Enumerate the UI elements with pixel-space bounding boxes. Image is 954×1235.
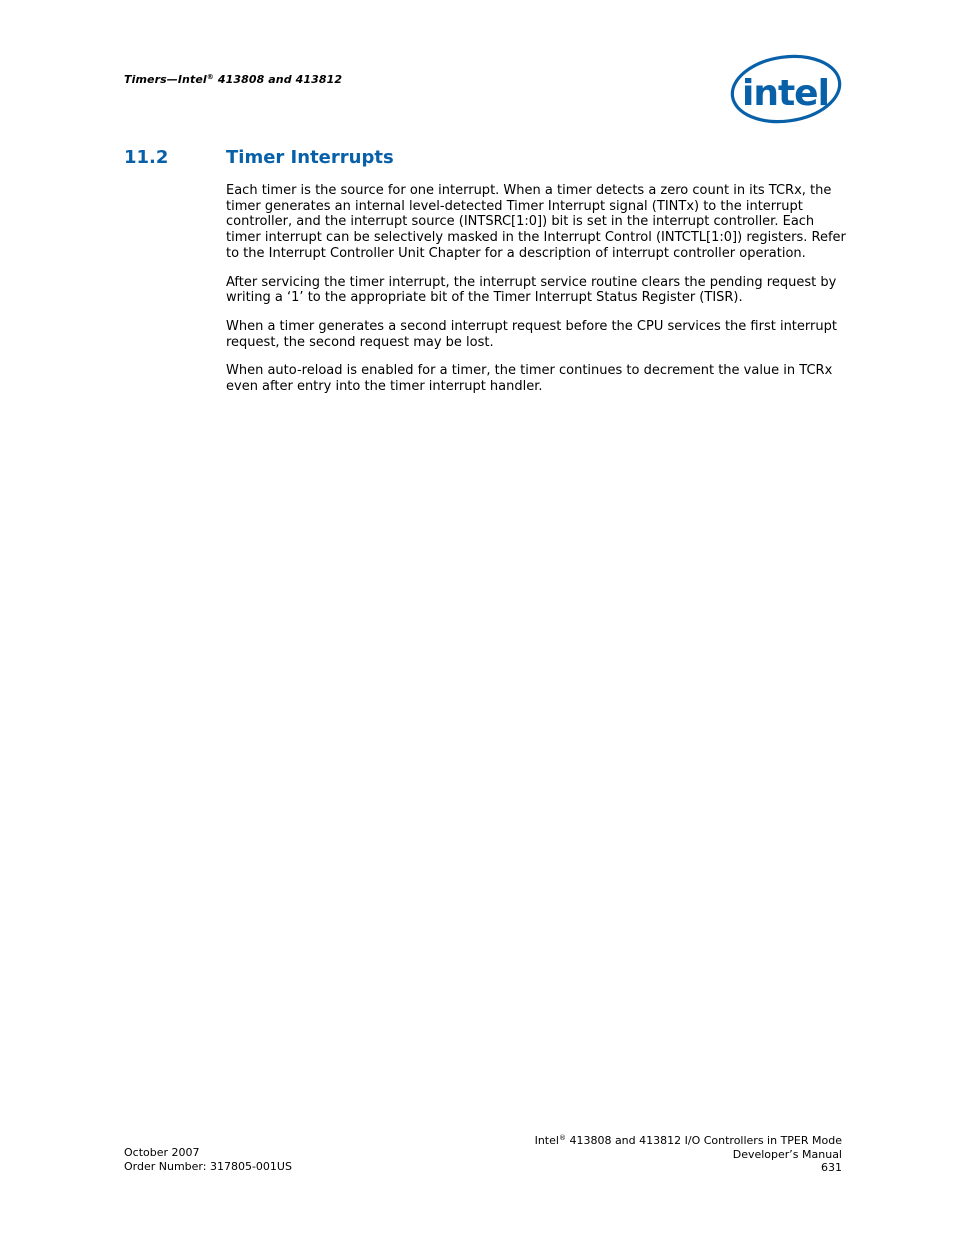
- running-header-prefix: Timers—Intel: [124, 73, 207, 86]
- footer-doc-title-suffix: 413808 and 413812 I/O Controllers in TPER Mode: [565, 1134, 842, 1147]
- footer-doc-title: [535, 1132, 842, 1148]
- registered-mark: ®: [206, 73, 214, 81]
- intel-logo-icon: [724, 50, 844, 128]
- section-number: 11.2: [124, 147, 169, 168]
- page-number: 631: [821, 1161, 842, 1174]
- running-header: [124, 73, 342, 86]
- footer-doc-subtitle: Developer’s Manual: [732, 1147, 842, 1161]
- footer-date: October 2007: [124, 1146, 200, 1159]
- footer-registered-mark: ®: [558, 1134, 566, 1142]
- section-body: [226, 183, 846, 408]
- paragraph-4: When auto-reload is enabled for a timer, the timer continues to decrement the value in TCRx even after entry into the timer interrupt handler.: [226, 363, 833, 395]
- paragraph-1: Each timer is the source for one interrupt. When a timer detects a zero count in its TCRx, the timer generates an internal level-detected Timer Interrupt signal (TINTx) to the interrupt controller, and the interrupt source (INTSRC[1:0]) bit is set in the interrupt controller. Each timer interrupt can be selectively masked in the Interrupt Control (INTCTL[1:0]) registers. Refer to the Interrupt Controller Unit Chapter for a description of interrupt controller operation.: [226, 183, 846, 261]
- paragraph-2: After servicing the timer interrupt, the interrupt service routine clears the pending request by writing a ‘1’ to the appropriate bit of the Timer Interrupt Status Register (TISR).: [226, 274, 837, 306]
- section-title: Timer Interrupts: [226, 147, 394, 168]
- paragraph-3: When a timer generates a second interrupt request before the CPU services the first interrupt request, the second request may be lost.: [226, 318, 837, 350]
- footer-left: [124, 1146, 292, 1173]
- footer-doc-title-prefix: Intel: [534, 1134, 559, 1147]
- section-heading: [124, 147, 394, 168]
- footer-right: [535, 1132, 842, 1175]
- footer-order-number: Order Number: 317805-001US: [124, 1159, 292, 1173]
- intel-logo: [724, 50, 844, 128]
- running-header-suffix: 413808 and 413812: [213, 73, 343, 86]
- intel-logo-text: intel: [742, 73, 829, 114]
